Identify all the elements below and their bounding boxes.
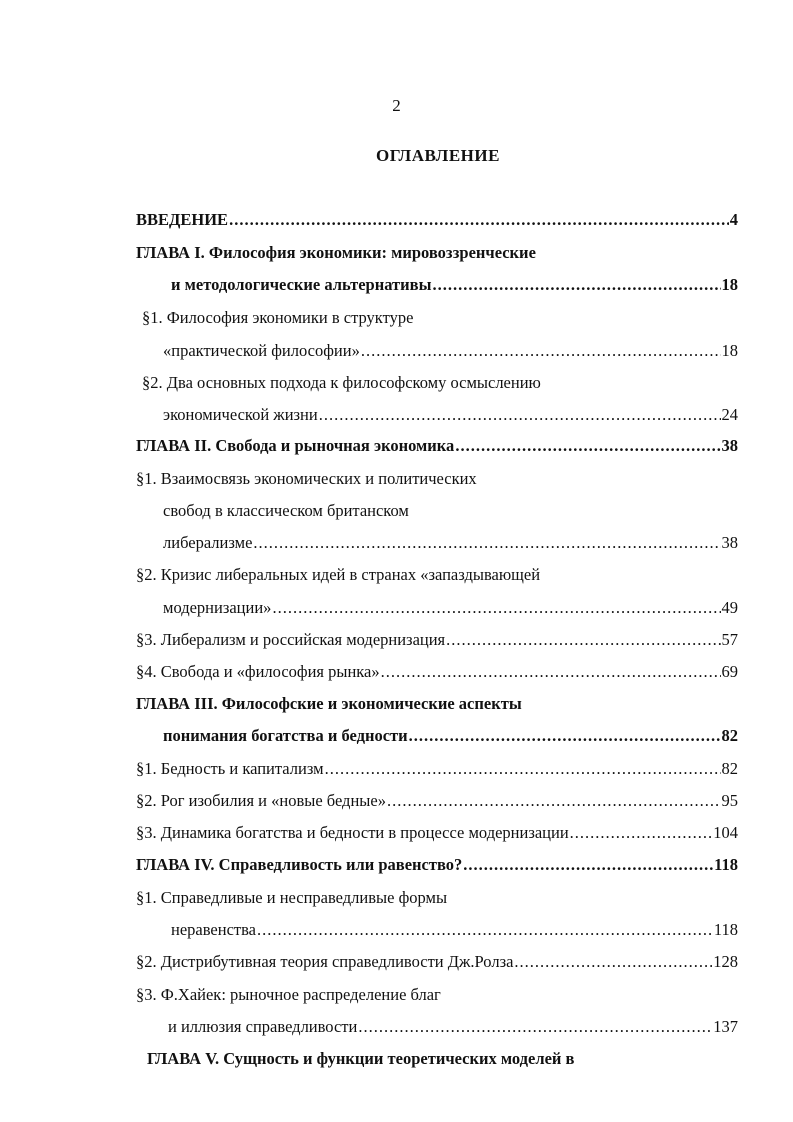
toc-page-number: 82 bbox=[721, 759, 738, 778]
toc-chapter-1-title-cont[interactable] bbox=[171, 273, 738, 297]
toc-section-4-3-cont[interactable] bbox=[168, 1015, 738, 1039]
toc-section-4-2[interactable] bbox=[136, 950, 738, 974]
toc-section-2-3[interactable] bbox=[136, 628, 738, 652]
toc-entry-text: §1. Бедность и капитализм bbox=[136, 759, 324, 778]
toc-entry-text: §2. Рог изобилия и «новые бедные» bbox=[136, 791, 386, 810]
toc-entry-text: и иллюзия справедливости bbox=[168, 1017, 358, 1036]
toc-section-3-2[interactable] bbox=[136, 789, 738, 813]
toc-page-number: 118 bbox=[714, 855, 738, 874]
toc-section-2-1-cont-2[interactable] bbox=[163, 531, 738, 555]
toc-page-number: 137 bbox=[713, 1017, 738, 1036]
toc-entry-text: ВВЕДЕНИЕ bbox=[136, 210, 229, 229]
toc-section-1-2-cont[interactable] bbox=[163, 403, 738, 427]
dot-leader bbox=[229, 208, 729, 232]
dot-leader bbox=[257, 918, 713, 942]
toc-chapter-3-title-cont[interactable] bbox=[163, 724, 738, 748]
toc-section-3-1[interactable] bbox=[136, 757, 738, 781]
dot-leader bbox=[361, 339, 721, 363]
toc-title: ОГЛАВЛЕНИЕ bbox=[376, 146, 500, 165]
toc-entry-text: §1. Взаимосвязь экономических и политических bbox=[136, 469, 477, 488]
dot-leader bbox=[272, 596, 720, 620]
toc-section-3-3[interactable] bbox=[136, 821, 738, 845]
dot-leader bbox=[325, 757, 721, 781]
toc-section-2-1-cont[interactable] bbox=[163, 499, 409, 523]
dot-leader bbox=[570, 821, 713, 845]
toc-entry-text: понимания богатства и бедности bbox=[163, 726, 408, 745]
toc-entry-text: ГЛАВА I. Философия экономики: мировоззренческие bbox=[136, 243, 536, 262]
dot-leader bbox=[463, 853, 713, 877]
toc-section-4-1[interactable] bbox=[136, 886, 447, 910]
toc-entry-text: §2. Кризис либеральных идей в странах «запаздывающей bbox=[136, 565, 541, 584]
toc-section-1-1[interactable] bbox=[142, 306, 413, 330]
toc-section-2-2-cont[interactable] bbox=[163, 596, 738, 620]
toc-chapter-4-title[interactable] bbox=[136, 853, 738, 877]
toc-entry-text: ГЛАВА V. Сущность и функции теоретических моделей в bbox=[147, 1049, 575, 1068]
toc-chapter-1-title[interactable] bbox=[136, 241, 536, 265]
toc-page-number: 24 bbox=[721, 405, 738, 424]
toc-section-2-4[interactable] bbox=[136, 660, 738, 684]
toc-entry-text: §1. Справедливые и несправедливые формы bbox=[136, 888, 448, 907]
page-number: 2 bbox=[392, 96, 401, 115]
dot-leader bbox=[446, 628, 720, 652]
toc-page-number: 69 bbox=[721, 662, 738, 681]
dot-leader bbox=[514, 950, 712, 974]
toc-entry-text: «практической философии» bbox=[163, 341, 360, 360]
toc-page-number: 4 bbox=[729, 210, 738, 229]
toc-page-number: 118 bbox=[713, 920, 738, 939]
toc-page-number: 104 bbox=[713, 823, 738, 842]
dot-leader bbox=[409, 724, 721, 748]
toc-entry-text: ГЛАВА III. Философские и экономические аспекты bbox=[136, 694, 522, 713]
toc-entry-text: §2. Дистрибутивная теория справедливости Дж.Ролза bbox=[136, 952, 514, 971]
toc-page-number: 38 bbox=[721, 436, 738, 455]
toc-entry-text: §1. Философия экономики в структуре bbox=[142, 308, 414, 327]
toc-entry-text: §3. Ф.Хайек: рыночное распределение благ bbox=[136, 985, 441, 1004]
toc-chapter-3-title[interactable] bbox=[136, 692, 522, 716]
toc-section-4-3[interactable] bbox=[136, 983, 441, 1007]
dot-leader bbox=[455, 434, 720, 458]
toc-entry-text: §4. Свобода и «философия рынка» bbox=[136, 662, 380, 681]
dot-leader bbox=[358, 1015, 712, 1039]
toc-chapter-5-title[interactable] bbox=[147, 1047, 574, 1071]
dot-leader bbox=[432, 273, 720, 297]
toc-section-2-1[interactable] bbox=[136, 467, 477, 491]
toc-entry-text: и методологические альтернативы bbox=[171, 275, 432, 294]
toc-chapter-2-title[interactable] bbox=[136, 434, 738, 458]
toc-page-number: 38 bbox=[721, 533, 738, 552]
toc-page-number: 95 bbox=[721, 791, 738, 810]
toc-entry-text: §3. Динамика богатства и бедности в процессе модернизации bbox=[136, 823, 569, 842]
toc-page-number: 57 bbox=[721, 630, 738, 649]
toc-entry-text: экономической жизни bbox=[163, 405, 318, 424]
toc-page-number: 18 bbox=[721, 275, 738, 294]
toc-section-4-1-cont[interactable] bbox=[171, 918, 738, 942]
toc-entry-text: свобод в классическом британском bbox=[163, 501, 409, 520]
toc-entry-text: §3. Либерализм и российская модернизация bbox=[136, 630, 446, 649]
toc-entry-text: ГЛАВА II. Свобода и рыночная экономика bbox=[136, 436, 455, 455]
dot-leader bbox=[387, 789, 721, 813]
toc-entry-introduction[interactable] bbox=[136, 208, 738, 232]
toc-section-1-1-cont[interactable] bbox=[163, 339, 738, 363]
dot-leader bbox=[253, 531, 720, 555]
toc-entry-text: неравенства bbox=[171, 920, 257, 939]
toc-section-1-2[interactable] bbox=[142, 371, 541, 395]
toc-entry-text: либерализме bbox=[163, 533, 253, 552]
toc-entry-text: ГЛАВА IV. Справедливость или равенство? bbox=[136, 855, 463, 874]
toc-section-2-2[interactable] bbox=[136, 563, 540, 587]
toc-entry-text: §2. Два основных подхода к философскому осмыслению bbox=[142, 373, 541, 392]
toc-page-number: 18 bbox=[721, 341, 738, 360]
dot-leader bbox=[319, 403, 721, 427]
toc-page-number: 49 bbox=[721, 598, 738, 617]
toc-entry-text: модернизации» bbox=[163, 598, 272, 617]
toc-page-number: 128 bbox=[713, 952, 738, 971]
dot-leader bbox=[381, 660, 721, 684]
toc-page-number: 82 bbox=[721, 726, 738, 745]
